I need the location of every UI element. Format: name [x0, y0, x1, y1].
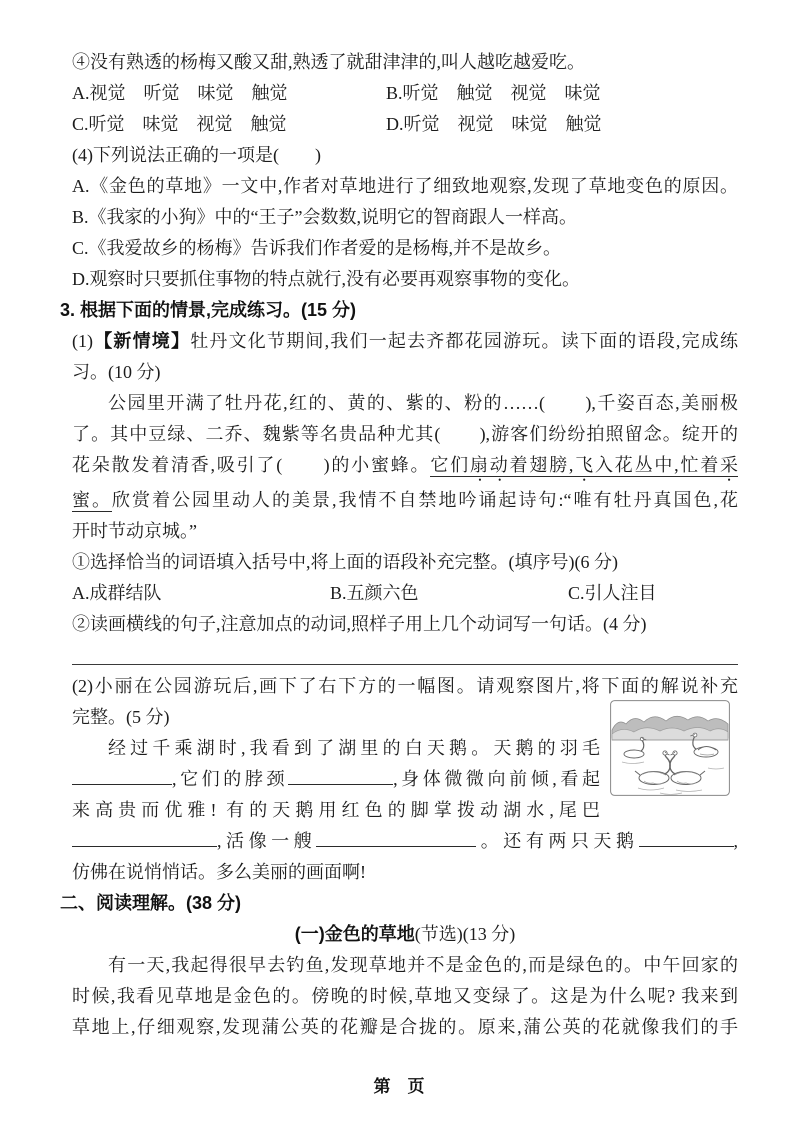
- sense-option-a: A.视觉 听觉 味觉 触觉: [72, 83, 288, 103]
- q3-part2-intro: (2)小丽在公园游玩后,画下了右下方的一幅图。请观察图片,将下面的解说补充: [72, 676, 738, 696]
- section-2-title: 二、阅读理解。(38 分): [60, 893, 242, 913]
- swan-passage-line-3: 来高贵而优雅! 有的天鹅用红色的脚掌拨动湖水,尾巴: [72, 800, 600, 820]
- underlined-text: 它们: [430, 455, 470, 475]
- answer-blank: [639, 844, 734, 847]
- word-option-b: B.五颜六色: [330, 583, 419, 603]
- reading-1-title-main: (一)金色的草地: [294, 924, 415, 944]
- page-footer: 第 页: [373, 1077, 425, 1096]
- passage-text: ,它们的脖颈: [172, 769, 289, 789]
- underlined-text: 入花丛中,忙着: [594, 455, 721, 475]
- passage-text: ,活像一艘: [217, 831, 317, 851]
- reading-1-title: [72, 919, 738, 950]
- underlined-text: 着翅膀,: [509, 455, 574, 475]
- passage-text: ,: [733, 831, 739, 851]
- judge-option-b: B.《我家的小狗》中的“王子”会数数,说明它的智商跟人一样高。: [72, 207, 577, 227]
- judge-option-d: D.观察时只要抓住事物的特点就行,没有必要再观察事物的变化。: [72, 269, 580, 289]
- question-3-title: 3. 根据下面的情景,完成练习。(15 分): [60, 300, 357, 320]
- reading-passage-line-1: 有一天,我起得很早去钓鱼,发现草地并不是金色的,而是绿色的。中午回家的: [108, 955, 738, 975]
- peony-passage-line-1: 公园里开满了牡丹花,红的、黄的、紫的、粉的……( ),千姿百态,美丽极: [108, 393, 738, 413]
- dotted-verb: 飞: [573, 455, 595, 475]
- judge-option-a: A.《金色的草地》一文中,作者对草地进行了细致地观察,发现了草地变色的原因。: [72, 176, 738, 196]
- passage-text: 。还有两只天鹅: [476, 831, 639, 851]
- judge-question-stem: (4)下列说法正确的一项是( ): [72, 145, 321, 165]
- q3-part1-intro-cont: 习。(10 分): [72, 362, 161, 382]
- worksheet-page: [60, 0, 738, 1102]
- answer-blank: [316, 844, 476, 847]
- q3-part1-number: (1): [72, 331, 93, 351]
- passage-text: 欣赏着公园里动人的美景,我情不自禁地吟诵起诗句:“唯有牡丹真国色,花: [112, 490, 738, 510]
- sense-option-d: D.听觉 视觉 味觉 触觉: [386, 114, 602, 134]
- sense-options-row-2: [72, 109, 738, 140]
- new-scenario-tag: 【新情境】: [93, 331, 191, 351]
- sub-question-1-stem: ①选择恰当的词语填入括号中,将上面的语段补充完整。(填序号)(6 分): [72, 552, 618, 572]
- peony-passage-line-4: [72, 485, 738, 516]
- word-option-a: A.成群结队: [72, 583, 162, 603]
- judge-option-c: C.《我爱故乡的杨梅》告诉我们作者爱的是杨梅,并不是故乡。: [72, 238, 562, 258]
- sense-option-c: C.听觉 味觉 视觉 触觉: [72, 114, 287, 134]
- swan-passage-line-2: [72, 764, 600, 795]
- word-option-c: C.引人注目: [568, 583, 657, 603]
- swan-passage-line-4: [72, 826, 738, 857]
- sense-question-stem: ④没有熟透的杨梅又酸又甜,熟透了就甜津津的,叫人越吃越爱吃。: [72, 52, 585, 72]
- sense-option-b: B.听觉 触觉 视觉 味觉: [386, 83, 601, 103]
- reading-passage-line-3: 草地上,仔细观察,发现蒲公英的花瓣是合拢的。原来,蒲公英的花就像我们的手: [72, 1017, 738, 1037]
- dotted-verb: 采: [720, 455, 739, 475]
- underlined-text: 蜜。: [72, 490, 112, 510]
- q3-part1-intro-text: 牡丹文化节期间,我们一起去齐都花园游玩。读下面的语段,完成练: [190, 331, 739, 351]
- reading-1-title-sub: (节选)(13 分): [414, 924, 516, 944]
- peony-passage-line-3: [72, 450, 738, 485]
- q3-part1-intro: [72, 326, 738, 357]
- reading-passage-line-2: 时候,我看见草地是金色的。傍晚的时候,草地又变绿了。这是为什么呢? 我来到: [72, 986, 738, 1006]
- swan-passage-line-5: 仿佛在说悄悄话。多么美丽的画面啊!: [72, 862, 366, 882]
- q3-part2-intro-cont: 完整。(5 分): [72, 707, 170, 727]
- answer-line: [72, 640, 738, 665]
- sense-options-row-1: [72, 78, 738, 109]
- word-options-row: [72, 578, 738, 609]
- peony-passage-line-5: 开时节动京城。”: [72, 521, 197, 541]
- peony-passage-line-2: 了。其中豆绿、二乔、魏紫等名贵品种尤其( ),游客们纷纷拍照留念。绽开的: [72, 424, 738, 444]
- dotted-verb: 扇动: [469, 455, 510, 475]
- answer-blank: [288, 782, 393, 785]
- sub-question-2-stem: ②读画横线的句子,注意加点的动词,照样子用上几个动词写一句话。(4 分): [72, 614, 647, 634]
- answer-blank: [72, 782, 172, 785]
- swan-lake-illustration: [610, 700, 730, 796]
- answer-blank: [72, 844, 217, 847]
- passage-text: 花朵散发着清香,吸引了( )的小蜜蜂。: [72, 455, 431, 475]
- passage-text: ,身体微微向前倾,看起: [393, 769, 600, 789]
- swan-passage-line-1: 经过千乘湖时,我看到了湖里的白天鹅。天鹅的羽毛: [108, 738, 600, 758]
